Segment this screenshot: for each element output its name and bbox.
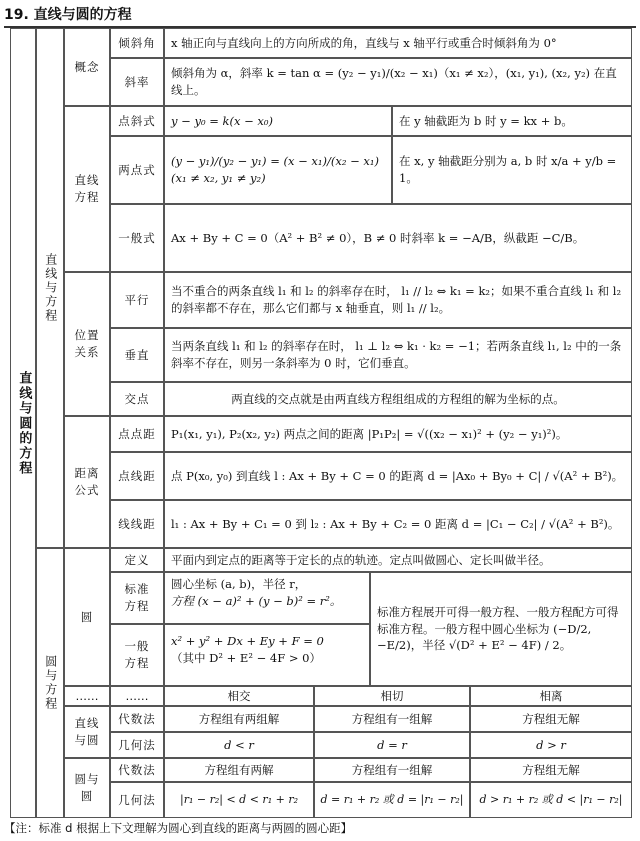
header-intersect: 相交 — [227, 688, 251, 703]
circle-side-note: 标准方程展开可得一般方程、一般方程配方可得标准方程。一般方程中圆心坐标为 (−D/2, −E/2)，半径 √(D² + E² − 4F) / 2。 — [377, 604, 619, 653]
slope-text: 倾斜角为 α，斜率 k = tan α = (y₂ − y₁)/(x₂ − x₁)（x₁ ≠ x₂），(x₁, y₁), (x₂, y₂) 在直线上。 — [171, 66, 617, 97]
circle-label: 圆 — [80, 609, 94, 624]
cc-algebra-separate: 方程组无解 — [522, 762, 580, 777]
two-point-label-cell — [110, 136, 164, 204]
perp-text: 当两条直线 l₁ 和 l₂ 的斜率存在时， l₁ ⊥ l₂ ⇔ k₁ · k₂ = −1；若两条直线 l₁, l₂ 中的一条斜率不存在，则另一条斜率为 0 时，它们垂直。 — [171, 339, 622, 370]
point-slope-formula: y − y₀ = k(x − x₀) — [171, 113, 273, 128]
lc-algebra-separate: 方程组无解 — [522, 711, 580, 726]
lc-geometry-tangent: d = r — [377, 737, 407, 752]
ll-label-cell — [110, 500, 164, 548]
pl-label: 点线距 — [118, 468, 156, 483]
std-label: 标准方程 — [124, 582, 150, 613]
pp-text: P₁(x₁, y₁), P₂(x₂, y₂) 两点之间的距离 |P₁P₂| = √((x₂ − x₁)² + (y₂ − y₁)²)。 — [171, 426, 568, 441]
circle-section-label: 圆与方程 — [43, 655, 58, 711]
ll-label: 线线距 — [118, 516, 156, 531]
pl-label-cell — [110, 452, 164, 500]
general-text-cell — [164, 204, 632, 272]
ll-text: l₁ : Ax + By + C₁ = 0 到 l₂ : Ax + By + C₂ = 0 距离 d = |C₁ − C₂| / √(A² + B²)。 — [171, 516, 620, 531]
pp-label: 点点距 — [118, 426, 156, 441]
perp-label: 垂直 — [124, 347, 150, 362]
cc-algebra-label: 代数法 — [118, 762, 156, 777]
gen-text-1: x² + y² + Dx + Ey + F = 0 — [171, 634, 324, 648]
def-label: 定义 — [124, 552, 150, 567]
ll-text-cell — [164, 500, 632, 548]
perp-label-cell — [110, 328, 164, 382]
parallel-text-cell — [164, 272, 632, 328]
main-label: 直线与圆的方程 — [16, 370, 32, 476]
gen-text-cell — [164, 624, 370, 686]
dots-cell-1 — [64, 686, 110, 706]
std-text-2: 方程 (x − a)² + (y − b)² = r²。 — [171, 593, 342, 608]
cc-algebra-tangent-cell — [314, 758, 470, 782]
cc-label: 圆与圆 — [74, 772, 100, 803]
header-separate-cell — [470, 686, 632, 706]
std-text-1: 圆心坐标 (a, b)，半径 r， — [171, 577, 307, 591]
cc-algebra-tangent: 方程组有一组解 — [351, 762, 433, 777]
point-slope-formula-cell — [164, 106, 392, 136]
cc-algebra-intersect-cell — [164, 758, 314, 782]
std-text-cell — [164, 572, 370, 624]
cc-geometry-intersect-cell — [164, 782, 314, 818]
incline-text-cell — [164, 28, 632, 58]
page-title: 19. 直线与圆的方程 — [4, 4, 636, 28]
cc-geometry-tangent-cell — [314, 782, 470, 818]
parallel-text: 当不重合的两条直线 l₁ 和 l₂ 的斜率存在时， l₁ // l₂ ⇔ k₁ = k₂；如果不重合直线 l₁ 和 l₂ 的斜率都不存在，那么它们都与 x 轴垂直，则 l₁ // l₂。 — [171, 284, 622, 315]
cc-geometry-separate: d > r₁ + r₂ 或 d < |r₁ − r₂| — [479, 793, 623, 807]
line-section-label-cell — [36, 28, 64, 548]
incline-label: 倾斜角 — [118, 35, 156, 50]
cc-geometry-label-cell — [110, 782, 164, 818]
def-text: 平面内到定点的距离等于定长的点的轨迹。定点叫做圆心、定长叫做半径。 — [171, 552, 551, 567]
footnote: 【注：标准 d 根据上下文理解为圆心到直线的距离与两圆的圆心距】 — [4, 821, 353, 835]
two-point-formula: (y − y₁)/(y₂ − y₁) = (x − x₁)/(x₂ − x₁) (x₁ ≠ x₂, y₁ ≠ y₂) — [171, 154, 379, 185]
point-slope-note-cell — [392, 106, 632, 136]
circle-label-cell — [64, 548, 110, 686]
def-text-cell — [164, 548, 632, 572]
main-label-cell — [10, 28, 36, 818]
cc-geometry-intersect: |r₁ − r₂| < d < r₁ + r₂ — [180, 793, 298, 807]
lc-geometry-intersect: d < r — [224, 737, 254, 752]
intersect-text: 两直线的交点就是由两直线方程组组成的方程组的解为坐标的点。 — [231, 391, 565, 406]
two-point-note: 在 x, y 轴截距分别为 a, b 时 x/a + y/b = 1。 — [399, 154, 617, 185]
cc-geometry-label: 几何法 — [118, 792, 156, 807]
lc-geometry-tangent-cell — [314, 732, 470, 758]
lc-algebra-separate-cell — [470, 706, 632, 732]
lc-algebra-tangent: 方程组有一组解 — [351, 711, 433, 726]
line-section-label: 直线与方程 — [43, 253, 58, 323]
pos-label: 位置关系 — [74, 328, 100, 359]
lc-algebra-intersect: 方程组有两组解 — [198, 711, 280, 726]
header-tangent: 相切 — [380, 688, 404, 703]
slope-label: 斜率 — [124, 74, 150, 89]
cc-algebra-intersect: 方程组有两解 — [204, 762, 274, 777]
header-separate: 相离 — [539, 688, 563, 703]
incline-label-cell — [110, 28, 164, 58]
pl-text-cell — [164, 452, 632, 500]
intersect-label: 交点 — [124, 391, 150, 406]
point-slope-label: 点斜式 — [118, 113, 156, 128]
cc-algebra-separate-cell — [470, 758, 632, 782]
general-label: 一般式 — [118, 230, 156, 245]
lc-geometry-separate: d > r — [536, 737, 566, 752]
dots-1: …… — [75, 688, 99, 703]
eq-label: 直线方程 — [74, 173, 100, 204]
dots-cell-2 — [110, 686, 164, 706]
parallel-label: 平行 — [124, 292, 150, 307]
dots-2: …… — [125, 688, 149, 703]
header-intersect-cell — [164, 686, 314, 706]
slope-label-cell — [110, 58, 164, 106]
std-label-cell — [110, 572, 164, 624]
intersect-text-cell — [164, 382, 632, 416]
lc-algebra-tangent-cell — [314, 706, 470, 732]
general-label-cell — [110, 204, 164, 272]
pp-label-cell — [110, 416, 164, 452]
lc-geometry-label: 几何法 — [118, 737, 156, 752]
cc-geometry-tangent: d = r₁ + r₂ 或 d = |r₁ − r₂| — [320, 793, 464, 807]
lc-geometry-separate-cell — [470, 732, 632, 758]
pl-text: 点 P(x₀, y₀) 到直线 l : Ax + By + C = 0 的距离 d = |Ax₀ + By₀ + C| / √(A² + B²)。 — [171, 468, 624, 483]
point-slope-label-cell — [110, 106, 164, 136]
lc-geometry-label-cell — [110, 732, 164, 758]
def-label-cell — [110, 548, 164, 572]
general-text: Ax + By + C = 0（A² + B² ≠ 0），B ≠ 0 时斜率 k = −A/B，纵截距 −C/B。 — [171, 230, 585, 245]
formula-table — [10, 28, 632, 818]
perp-text-cell — [164, 328, 632, 382]
point-slope-note: 在 y 轴截距为 b 时 y = kx + b。 — [399, 113, 573, 128]
header-tangent-cell — [314, 686, 470, 706]
cc-algebra-label-cell — [110, 758, 164, 782]
lc-label: 直线与圆 — [74, 716, 100, 747]
lc-label-cell — [64, 706, 110, 758]
concept-label: 概念 — [74, 59, 100, 74]
intersect-label-cell — [110, 382, 164, 416]
gen-label-cell — [110, 624, 164, 686]
pos-label-cell — [64, 272, 110, 416]
gen-text-2: （其中 D² + E² − 4F > 0） — [171, 650, 321, 665]
gen-label: 一般方程 — [124, 639, 150, 670]
eq-label-cell — [64, 106, 110, 272]
slope-text-cell — [164, 58, 632, 106]
pp-text-cell — [164, 416, 632, 452]
circle-section-label-cell — [36, 548, 64, 818]
cc-label-cell — [64, 758, 110, 818]
lc-algebra-intersect-cell — [164, 706, 314, 732]
parallel-label-cell — [110, 272, 164, 328]
lc-algebra-label-cell — [110, 706, 164, 732]
circle-side-note-cell — [370, 572, 632, 686]
incline-text: x 轴正向与直线向上的方向所成的角，直线与 x 轴平行或重合时倾斜角为 0° — [171, 35, 557, 50]
lc-geometry-intersect-cell — [164, 732, 314, 758]
two-point-label: 两点式 — [118, 162, 156, 177]
concept-label-cell — [64, 28, 110, 106]
dist-label: 距离公式 — [74, 466, 100, 497]
cc-geometry-separate-cell — [470, 782, 632, 818]
lc-algebra-label: 代数法 — [118, 711, 156, 726]
dist-label-cell — [64, 416, 110, 548]
two-point-formula-cell — [164, 136, 392, 204]
two-point-note-cell — [392, 136, 632, 204]
